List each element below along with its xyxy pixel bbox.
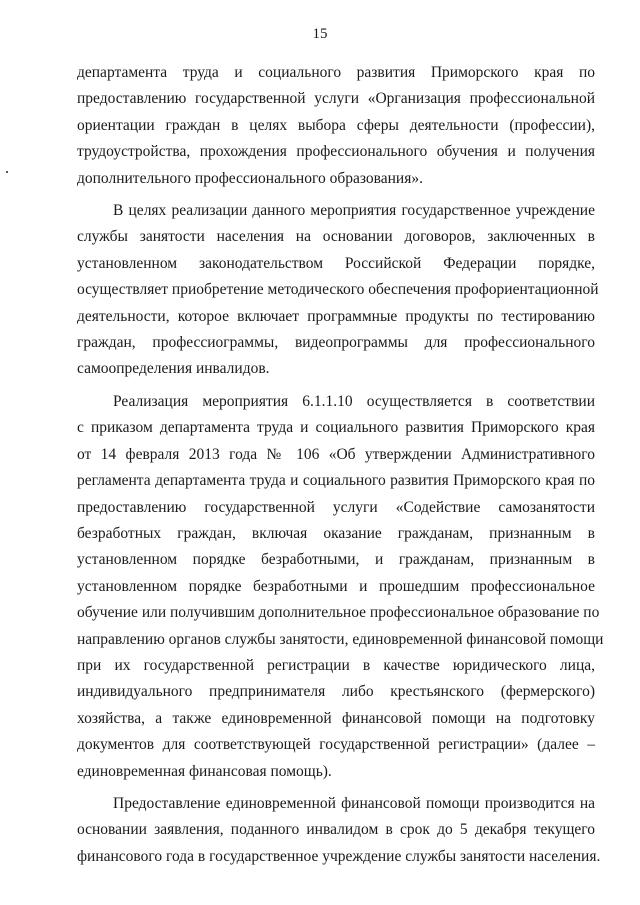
- text-line: с приказом департамента труда и социального развития Приморского края: [77, 419, 595, 437]
- text-line: установленном порядке безработными и прошедшим профессиональное: [77, 577, 595, 595]
- text-line: финансового года в государственное учреждение службы занятости населения.: [77, 847, 601, 865]
- text-line: деятельности, которое включает программные продукты по тестированию: [77, 307, 595, 325]
- text-line: Реализация мероприятия 6.1.1.10 осуществляется в соответствии: [113, 392, 595, 410]
- text-line: документов для соответствующей государственной регистрации» (далее –: [77, 736, 595, 754]
- text-line: регламента департамента труда и социального развития Приморского края по: [77, 472, 595, 490]
- text-line: граждан, профессиограммы, видеопрограммы для профессионального: [77, 334, 595, 352]
- text-line: предоставлению государственной услуги «Содействие самозанятости: [77, 498, 595, 516]
- page-number: 15: [312, 26, 328, 42]
- text-line: при их государственной регистрации в качестве юридического лица,: [77, 656, 595, 674]
- text-line: установленном порядке безработными, и гражданам, признанным в: [77, 551, 595, 569]
- text-line: безработных граждан, включая оказание гражданам, признанным в: [77, 524, 595, 542]
- text-line: предоставлению государственной услуги «Организация профессиональной: [77, 90, 595, 108]
- text-line: осуществляет приобретение методического обеспечения профориентационной: [77, 281, 599, 299]
- margin-mark: [6, 171, 8, 173]
- paragraph-3: [77, 389, 604, 785]
- text-line: дополнительного профессионального образования».: [77, 169, 423, 187]
- text-line: установленном законодательством Российской Федерации порядке,: [77, 254, 595, 272]
- paragraph-1: [77, 60, 595, 192]
- text-line: самоопределения инвалидов.: [77, 360, 270, 378]
- text-line: основании заявления, поданного инвалидом в срок до 5 декабря текущего: [77, 821, 595, 839]
- text-line: трудоустройства, прохождения профессионального обучения и получения: [77, 143, 595, 161]
- text-line: Предоставление единовременной финансовой помощи производится на: [113, 794, 595, 812]
- text-line: ориентации граждан в целях выбора сферы деятельности (профессии),: [77, 116, 595, 134]
- text-line: В целях реализации данного мероприятия государственное учреждение: [113, 202, 595, 220]
- text-line: службы занятости населения на основании договоров, заключенных в: [77, 228, 595, 246]
- text-line: направлению органов службы занятости, единовременной финансовой помощи: [77, 630, 604, 648]
- paragraph-2: [77, 198, 599, 383]
- text-line: индивидуального предпринимателя либо крестьянского (фермерского): [77, 683, 595, 701]
- text-line: департамента труда и социального развития Приморского края по: [77, 64, 595, 81]
- paragraph-4: [77, 791, 601, 870]
- document-body: [77, 60, 604, 870]
- text-line: от 14 февраля 2013 года № 106 «Об утверждении Административного: [77, 445, 595, 463]
- text-line: обучение или получившим дополнительное профессиональное образование по: [77, 604, 600, 622]
- text-line: единовременная финансовая помощь).: [77, 762, 332, 780]
- text-line: хозяйства, а также единовременной финансовой помощи на подготовку: [77, 709, 595, 727]
